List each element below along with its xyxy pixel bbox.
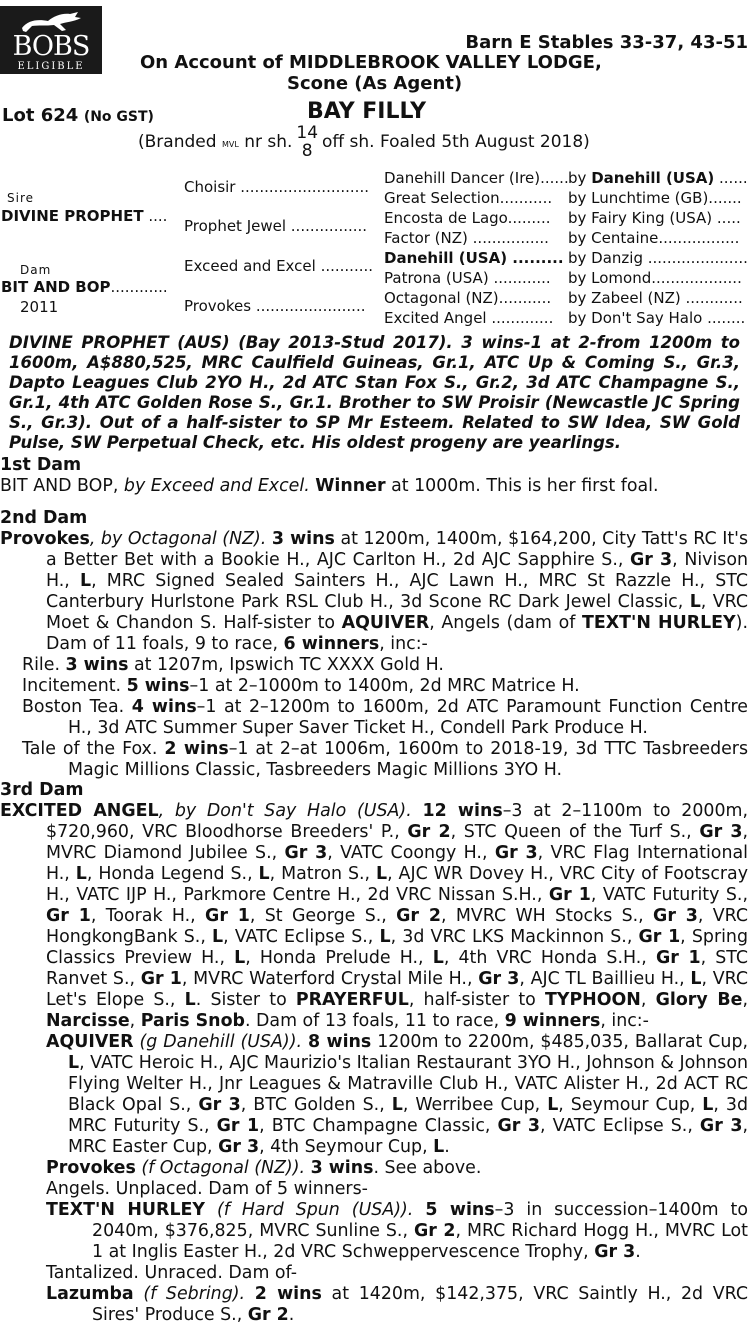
race-text: , 4th Seymour Cup, (259, 1137, 434, 1157)
progeny-name: Boston Tea. (22, 697, 125, 717)
first-dam-win: Winner (315, 476, 386, 496)
progeny-by: (f Octagonal (NZ)). (141, 1158, 306, 1178)
third-dam-text: EXCITED ANGEL, by Don't Say Halo (USA). 12 wins–3 at 2–1100m to 2000m, $720,960, VRC Bloodhorse Breeders' P., Gr 2, STC Queen of the Turf S., Gr 3, MVRC Diamond Jubilee S., Gr 3, VATC Coongy H., Gr 3, VRC Flag International H., L, Honda Legend S., L, Matron S., L, AJC WR Dovey H., VRC City of Footscray H., VATC IJP H., Parkmore Centre H., 2d VRC Nissan S.H., Gr 1, VATC Futurity S., Gr 1, Toorak H., Gr 1, St George S., Gr 2, MVRC WH Stocks S., Gr 3, VRC HongkongBank S., L, VATC Eclipse S., L, 3d VRC LKS Mackinnon S., Gr 1, Spring Classics Preview H., L, Honda Prelude H., L, 4th VRC Honda S.H., Gr 1, STC Ranvet S., Gr 1, MVRC Waterford Crystal Mile H., Gr 3, AJC TL Baillieu H., L, VRC Let's Elope S., L. Sister to PRAYERFUL, half-sister to TYPHOON, Glory Be, Narcisse, Paris Snob. Dam of 13 foals, 11 to race, 9 winners, inc:- (0, 801, 749, 1031)
third-dam-heading: 3rd Dam (0, 780, 84, 800)
race-text: , STC Ranvet S., (46, 948, 748, 989)
grade: Gr 1 (205, 906, 250, 926)
grade: Gr 2 (413, 1221, 456, 1241)
gen3-4: Factor (NZ) ................ (384, 229, 549, 247)
grade: Gr 3 (699, 1116, 743, 1136)
race-text: , Honda Prelude H., (245, 948, 433, 968)
second-dam-name: Provokes (0, 529, 90, 549)
gen3-7: Octagonal (NZ)........... (384, 289, 552, 307)
race-text: , VRC Let's Elope S., (46, 969, 749, 1010)
third-dam-t1: –3 at 2–1100m to 2000m, $720,960, VRC Bloodhorse Breeders' P., (46, 801, 748, 842)
winners-count: 6 winners (283, 634, 380, 654)
gen4-7: by Zabeel (NZ) ............ (568, 289, 743, 307)
progeny-rest: –1 at 2–1000m to 1400m, 2d MRC Matrice H. (189, 676, 580, 696)
dam-sire: Exceed and Excel ........... (184, 257, 374, 275)
dam-label: Dam (20, 263, 52, 277)
second-dam-t2: , Nivison H., (46, 550, 749, 591)
progeny-item (0, 676, 748, 697)
gen3-5: Danehill (USA) ......... (384, 249, 564, 267)
race-text: , 3d VRC LKS Mackinnon S., (390, 927, 639, 947)
gen4-2: by Lunchtime (GB)....... (568, 189, 742, 207)
gen4-1 (568, 168, 748, 188)
third-dam-name: EXCITED ANGEL (0, 801, 159, 821)
third-dam-section (0, 780, 748, 1326)
gen4-8: by Don't Say Halo ........ (568, 309, 746, 327)
third-dam-dam-of: . Dam of 13 foals, 11 to race, (244, 1011, 500, 1031)
dam-name: BIT AND BOP (1, 278, 111, 296)
race-text: , MRC Easter Cup, (68, 1116, 748, 1157)
first-dam-heading: 1st Dam (0, 455, 82, 475)
second-dam-wins: 3 wins (271, 529, 335, 549)
grade: Gr 3 (699, 822, 743, 842)
second-dam-section (0, 508, 748, 781)
grade: L (184, 990, 196, 1010)
grade: L (212, 927, 224, 947)
relative-name: PRAYERFUL (295, 990, 409, 1010)
race-text: , Seymour Cup, (558, 1095, 703, 1115)
progeny-rest: –1 at 2–at 1006m, 1600m to 2018-19, 3d TTC Tasbreeders Magic Millions Classic, Tasbreeders Magic Millions 3YO H. (68, 739, 749, 780)
progeny-wins: 3 wins (65, 655, 129, 675)
bobs-eligible-logo (0, 6, 102, 74)
brand-mark: MVL (221, 140, 239, 149)
progeny-item (0, 655, 748, 676)
grade: L (702, 1095, 714, 1115)
progeny-wins: 5 wins (126, 676, 190, 696)
fraction-bottom: 8 (301, 141, 313, 161)
gen3-6: Patrona (USA) ............ (384, 269, 551, 287)
race-text: , VATC Heroic H., AJC Maurizio's Italian Restaurant 3YO H., Johnson & Johnson Flying Welter H., Jnr Leagues & Matraville Club H., VATC Alister H., 2d ACT RC Black Opal S., (68, 1053, 748, 1115)
grade: Gr 2 (247, 1305, 289, 1325)
second-dam-t1: at 1200m, 1400m, $164,200, City Tatt's RC It's a Better Bet with a Bookie H., AJC Carlton H., 2d AJC Sapphire S., (46, 529, 748, 570)
race-text: , Honda Legend S., (86, 864, 259, 884)
sire-sire: Choisir ........................... (184, 178, 369, 196)
progeny-name: TEXT'N HURLEY (46, 1200, 205, 1220)
progeny-name: Provokes (46, 1158, 136, 1178)
second-dam-by: , by Octagonal (NZ). (89, 529, 267, 549)
grade: L (391, 1095, 403, 1115)
race-text: , Toorak H., (90, 906, 206, 926)
grade: Gr 3 (218, 1137, 260, 1157)
progeny-angels: Angels. Unplaced. Dam of 5 winners- (46, 1179, 368, 1199)
race-text: , Spring Classics Preview H., (46, 927, 748, 968)
progeny-by: (f Sebring). (143, 1284, 246, 1304)
grade: Gr 3 (497, 1116, 540, 1136)
progeny-rest: at 1207m, Ipswich TC XXXX Gold H. (133, 655, 444, 675)
race-text: , 3d MRC Futurity S., (68, 1095, 748, 1136)
barn-location: Barn E Stables 33-37, 43-51 (465, 32, 748, 53)
race-text: , VRC Flag International H., (46, 843, 748, 884)
grade: L (433, 1137, 445, 1157)
second-dam-t5: , Angels (dam of (429, 613, 576, 633)
grade: Gr 2 (407, 822, 451, 842)
race-text: , MVRC Waterford Crystal Mile H., (181, 969, 479, 989)
progeny-name: Incitement. (22, 676, 122, 696)
progeny-provokes (0, 1158, 748, 1179)
race-text: , MVRC WH Stocks S., (440, 906, 654, 926)
race-text: , St George S., (249, 906, 397, 926)
second-dam-t3: , MRC Signed Sealed Sainters H., AJC Lawn H., MRC St Razzle H., STC Canterbury Hurlstone Park RSL Club H., 3d Scone RC Dark Jewel Classic, (46, 571, 749, 612)
race-text: , AJC WR Dovey H., VRC City of Footscray H., VATC IJP H., Parkmore Centre H., 2d VRC Nissan S.H., (46, 864, 748, 905)
winners-count: 9 winners (504, 1011, 601, 1031)
grade: L (234, 948, 246, 968)
progeny-item (0, 739, 748, 781)
logo-title: BOBS (12, 31, 90, 62)
grade: Gr 2 (396, 906, 441, 926)
third-dam-wins: 12 wins (422, 801, 503, 821)
third-dam-half: , half-sister to (408, 990, 536, 1010)
grade: L (689, 592, 701, 612)
relative-name: Glory Be (655, 990, 743, 1010)
third-dam-by: , by Don't Say Halo (USA). (158, 801, 412, 821)
race-text: 1200m to 2200m, $485,035, Ballarat Cup, (377, 1032, 749, 1052)
gen4-5: by Danzig ..................... (568, 249, 748, 267)
grade: L (379, 927, 391, 947)
grade: L (375, 864, 388, 884)
brand-fraction (296, 124, 318, 160)
race-text: , AJC TL Baillieu H., (519, 969, 691, 989)
progeny-rest: –3 in succession–1400m to 2040m, $376,825, MVRC Sunline S., (92, 1200, 749, 1241)
grade: L (75, 864, 87, 884)
relative-name: Narcisse (46, 1011, 130, 1031)
race-text: , BTC Champagne Classic, (259, 1116, 498, 1136)
relative-name: Paris Snob (140, 1011, 245, 1031)
race-text: , Matron S., (269, 864, 376, 884)
grade: Gr 1 (216, 1116, 260, 1136)
first-dam-name: BIT AND BOP, (0, 476, 119, 496)
progeny-rest: , MRC Richard Hogg H., MVRC Lot 1 at Inglis Easter H., 2d VRC Schweppervescence Trophy, (92, 1221, 749, 1262)
second-dam-t4: , VRC Moet & Chandon S. Half-sister to (46, 592, 749, 633)
race-text: , 4th VRC Honda S.H., (443, 948, 656, 968)
sire-dam: Prophet Jewel ................ (184, 217, 368, 235)
race-text: , VATC Coongy H., (327, 843, 495, 863)
progeny-aquiver (0, 1032, 748, 1158)
grade: Gr 3 (594, 1242, 636, 1262)
progeny-rest: . (288, 1305, 295, 1325)
grade: Gr 1 (548, 885, 591, 905)
grade: L (79, 571, 92, 591)
relative-name: TEXT'N HURLEY (581, 613, 736, 633)
gen3-3: Encosta de Lago......... (384, 209, 551, 227)
progeny-wins: 5 wins (425, 1200, 495, 1220)
dam-line (1, 277, 168, 297)
gst-note: (No GST) (83, 109, 154, 125)
lot-number-line (2, 105, 154, 128)
dam-dots: ............ (110, 278, 168, 296)
progeny-item (0, 697, 748, 739)
gen3-8: Excited Angel ............. (384, 309, 554, 327)
grade: L (547, 1095, 559, 1115)
progeny-by: (f Hard Spun (USA)). (216, 1200, 414, 1220)
grade: Gr 1 (655, 948, 701, 968)
progeny-textn (0, 1200, 748, 1263)
progeny-by: (g Danehill (USA)). (139, 1032, 303, 1052)
race-text: , VATC Eclipse S., (540, 1116, 700, 1136)
logo-subtitle: ELIGIBLE (17, 61, 85, 72)
gen4-6: by Lomond................... (568, 269, 742, 287)
race-text: , VRC HongkongBank S., (46, 906, 749, 947)
gen3-1: Danehill Dancer (Ire)...... (384, 169, 569, 187)
third-dam-inc: , inc:- (600, 1011, 649, 1031)
race-text: , STC Queen of the Turf S., (450, 822, 700, 842)
sire-name: DIVINE PROPHET (1, 207, 144, 225)
second-dam-t6: ). Dam of 11 foals, 9 to race, (46, 613, 748, 654)
grade: Gr 1 (638, 927, 681, 947)
dam-year: 2011 (20, 298, 59, 316)
race-text: . Sister to (195, 990, 296, 1010)
gen4-4: by Centaine................. (568, 229, 740, 247)
grade: L (68, 1053, 80, 1073)
race-text: , MVRC Diamond Jubilee S., (46, 822, 749, 863)
first-dam-text (0, 476, 748, 497)
progeny-name: Lazumba (46, 1284, 134, 1304)
race-text: , VATC Eclipse S., (223, 927, 380, 947)
progeny-tantalized: Tantalized. Unraced. Dam of- (46, 1263, 297, 1283)
progeny-wins: 2 wins (164, 739, 229, 759)
grade: Gr 3 (494, 843, 538, 863)
grade: Gr 1 (140, 969, 182, 989)
sire-dots: .... (143, 207, 168, 225)
progeny-rest: –1 at 2–1200m to 1600m, 2d ATC Paramount Function Centre H., 3d ATC Summer Super Saver Ticket H., Condell Park Produce H. (68, 697, 748, 738)
progeny-name: AQUIVER (46, 1032, 134, 1052)
lot-number: Lot 624 (2, 105, 79, 126)
race-text: , Werribee Cup, (402, 1095, 548, 1115)
brand-line (138, 124, 590, 160)
progeny-wins: 4 wins (131, 697, 197, 717)
progeny-rest: . (635, 1242, 641, 1262)
brand-end: off sh. Foaled 5th August 2018) (322, 132, 590, 152)
progeny-rest: at 1420m, $142,375, VRC Saintly H., 2d VRC Sires' Produce S., (92, 1284, 749, 1325)
sire-label: Sire (7, 191, 35, 205)
vendor-line: On Account of MIDDLEBROOK VALLEY LODGE, (140, 52, 602, 73)
progeny-name: Tale of the Fox. (22, 739, 158, 759)
second-dam-heading: 2nd Dam (0, 508, 88, 528)
progeny-wins: 2 wins (254, 1284, 322, 1304)
sire-summary: DIVINE PROPHET (AUS) (Bay 2013-Stud 2017). 3 wins-1 at 2-from 1200m to 1600m, A$880,525, MRC Caulfield Guineas, Gr.1, ATC Up & Coming S., Gr.3, Dapto Leagues Club 2YO H., 2d ATC Stan Fox S., Gr.2, 3d ATC Champagne S., Gr.1, 4th ATC Golden Rose S., Gr.1. Brother to SW Proisir (Newcastle JC Spring S., Gr.3). Out of a half-sister to SP Mr Esteem. Related to SW Idea, SW Gold Pulse, SW Perpetual Check, etc. His oldest progeny are yearlings. (9, 333, 740, 452)
grade: Gr 3 (284, 843, 328, 863)
grade: Gr 3 (198, 1095, 241, 1115)
progeny-name: Rile. (22, 655, 60, 675)
gen3-2: Great Selection........... (384, 189, 553, 207)
gen4-1-name: Danehill (USA) (591, 169, 715, 187)
first-dam-section (0, 455, 748, 497)
grade: Gr 3 (630, 550, 673, 570)
sire-line (1, 206, 167, 226)
sire-summary-block (9, 333, 740, 453)
grade: Gr 1 (46, 906, 91, 926)
gen4-1-by: by (568, 169, 587, 187)
grade: L (690, 969, 702, 989)
second-dam-t7: , inc:- (379, 634, 428, 654)
relative-name: TYPHOON (544, 990, 641, 1010)
grade: L (258, 864, 270, 884)
progeny-lazumba (0, 1284, 748, 1326)
progeny-rest: . See above. (373, 1158, 482, 1178)
first-dam-rest: at 1000m. This is her first foal. (391, 476, 659, 496)
dam-dam: Provokes ....................... (184, 297, 366, 315)
second-dam-text (0, 529, 748, 655)
vendor-location: Scone (As Agent) (287, 73, 463, 94)
brand-mid: nr sh. (244, 132, 293, 152)
race-text: . (444, 1137, 450, 1157)
third-dam-race-list (46, 822, 748, 1010)
lot-title: BAY FILLY (307, 99, 427, 124)
grade: Gr 3 (653, 906, 698, 926)
fraction-top: 14 (296, 123, 319, 143)
gen4-3: by Fairy King (USA) ..... (568, 209, 741, 227)
first-dam-by: by Exceed and Excel. (123, 476, 310, 496)
brand-open: (Branded (138, 132, 217, 152)
grade: Gr 3 (478, 969, 520, 989)
race-text: , VATC Futurity S., (590, 885, 748, 905)
race-text: , BTC Golden S., (240, 1095, 392, 1115)
gen4-1-dots: ...... (714, 169, 748, 187)
relative-name: AQUIVER (341, 613, 430, 633)
progeny-wins: 3 wins (310, 1158, 374, 1178)
progeny-wins: 8 wins (307, 1032, 372, 1052)
grade: L (432, 948, 444, 968)
